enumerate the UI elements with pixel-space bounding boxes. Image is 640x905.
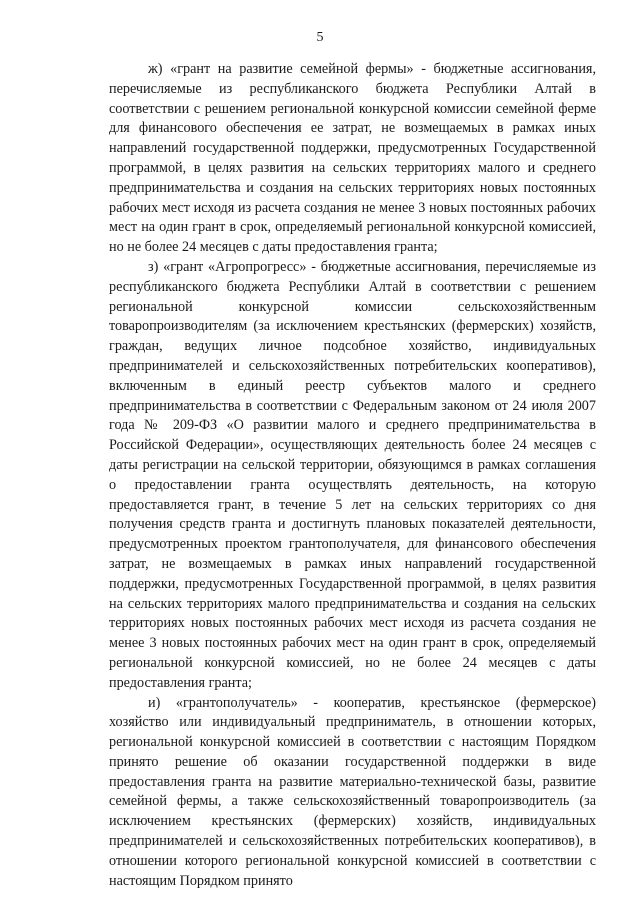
document-body (109, 60, 596, 891)
paragraph-item-i: и) «грантополучатель» - кооператив, крестьянское (фермерское) хозяйство или индивидуальный предприниматель, в отношении которых, региональной конкурсной комиссией в соответствии с настоящим Порядком принято решение об оказании государственной поддержки в виде предоставления гранта на развитие материально-технической базы, развитие семейной фермы, а также сельскохозяйственный товаропроизводитель (за исключением крестьянских (фермерских) хозяйств, индивидуальных предпринимателей и сельскохозяйственных потребительских кооперативов), в отношении которого региональной конкурсной комиссией в соответствии с настоящим Порядком принято (109, 694, 596, 889)
paragraph-item-zh: ж) «грант на развитие семейной фермы» - бюджетные ассигнования, перечисляемые из республиканского бюджета Республики Алтай в соответствии с решением региональной конкурсной комиссии семейной ферме для финансового обеспечения ее затрат, не возмещаемых в рамках иных направлений государственной поддержки, предусмотренных Государственной программой, в целях развития на сельских территориях малого и среднего предпринимательства и создания на сельских территориях новых постоянных рабочих мест исходя из расчета создания не менее 3 новых постоянных рабочих мест на один грант в срок, определяемый региональной конкурсной комиссией, но не более 24 месяцев с даты предоставления гранта; (109, 61, 596, 256)
page-number: 5 (316, 30, 324, 45)
paragraph-item-z: з) «грант «Агропрогресс» - бюджетные ассигнования, перечисляемые из республиканского бюджета Республики Алтай в соответствии с решением региональной конкурсной комиссии сельскохозяйственным товаропроизводителям (за исключением крестьянских (фермерских) хозяйств, граждан, ведущих личное подсобное хозяйство, индивидуальных предпринимателей и сельскохозяйственных потребительских кооперативов), включенным в единый реестр субъектов малого и среднего предпринимательства в соответствии с Федеральным законом от 24 июля 2007 года № 209-ФЗ «О развитии малого и среднего предпринимательства в Российской Федерации», осуществляющих деятельность более 24 месяцев с даты регистрации на сельской территории, обязующимся в рамках соглашения о предоставлении гранта осуществлять деятельность, на которую предоставляется грант, в течение 5 лет на сельских территориях со дня получения средств гранта и достигнуть плановых показателей деятельности, предусмотренных проектом грантополучателя, для финансового обеспечения затрат, не возмещаемых в рамках иных направлений государственной поддержки, предусмотренных Государственной программой, в целях развития на сельских территориях малого предпринимательства и создания на сельских территориях новых постоянных рабочих мест исходя из расчета создания не менее 3 новых постоянных рабочих мест на один грант в срок, определяемый региональной конкурсной комиссией, но не более 24 месяцев с даты предоставления гранта; (109, 258, 596, 691)
